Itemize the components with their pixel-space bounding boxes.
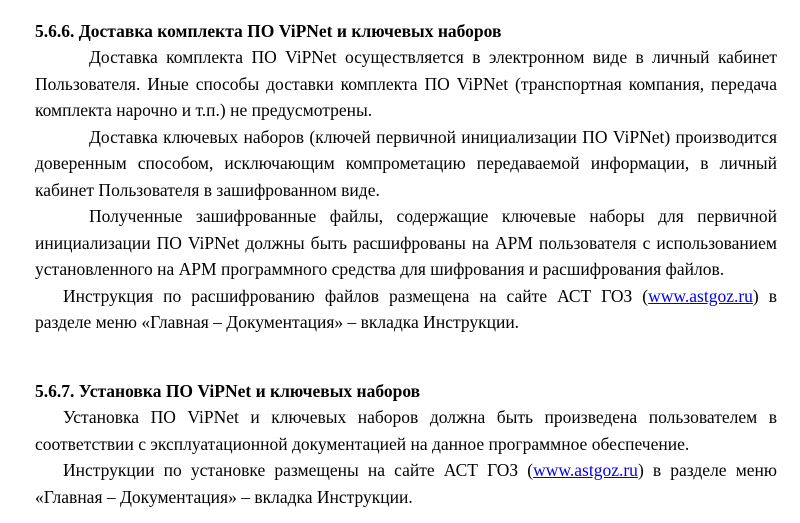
- text-segment: ) в разделе меню «Главная – Документация» – вкладка Инструкции.: [35, 460, 777, 507]
- section-heading-5-6-7: 5.6.7. Установка ПО ViPNet и ключевых наборов: [35, 381, 421, 401]
- section-body-5-6-6: [35, 44, 777, 336]
- astgoz-link[interactable]: www.astgoz.ru: [533, 460, 638, 480]
- paragraph-delivery-keys: Доставка ключевых наборов (ключей первичной инициализации ПО ViPNet) производится доверенным способом, исключающим компрометацию передаваемой информации, в личный кабинет Пользователя в зашифрованном виде.: [35, 126, 777, 200]
- paragraph-install-software: Установка ПО ViPNet и ключевых наборов должна быть произведена пользователем в соответствии с эксплуатационной документацией на данное программное обеспечение.: [35, 407, 777, 454]
- section-heading-5-6-6: 5.6.6. Доставка комплекта ПО ViPNet и ключевых наборов: [35, 21, 502, 41]
- paragraph-decrypt-instructions: [35, 283, 777, 336]
- text-segment: Инструкция по расшифрованию файлов размещена на сайте АСТ ГОЗ (: [63, 285, 649, 306]
- paragraph-install-instructions: [35, 457, 777, 510]
- astgoz-link[interactable]: www.astgoz.ru: [648, 285, 753, 306]
- text-segment: ) в разделе меню «Главная – Документация» – вкладка Инструкции.: [35, 285, 778, 332]
- paragraph-decrypt-files: Полученные зашифрованные файлы, содержащие ключевые наборы для первичной инициализации ПО ViPNet должны быть расшифрованы на АРМ пользователя с использованием установленного на АРМ программного средства для шифрования и расшифрования файлов.: [35, 206, 777, 279]
- section-body-5-6-7: [35, 404, 777, 510]
- text-segment: Инструкции по установке размещены на сайте АСТ ГОЗ (: [63, 460, 534, 480]
- paragraph-delivery-software: Доставка комплекта ПО ViPNet осуществляется в электронном виде в личный кабинет Пользователя. Иные способы доставки комплекта ПО ViPNet (транспортная компания, передача комплекта нарочно и т.п.) не предусмотрены.: [35, 47, 777, 120]
